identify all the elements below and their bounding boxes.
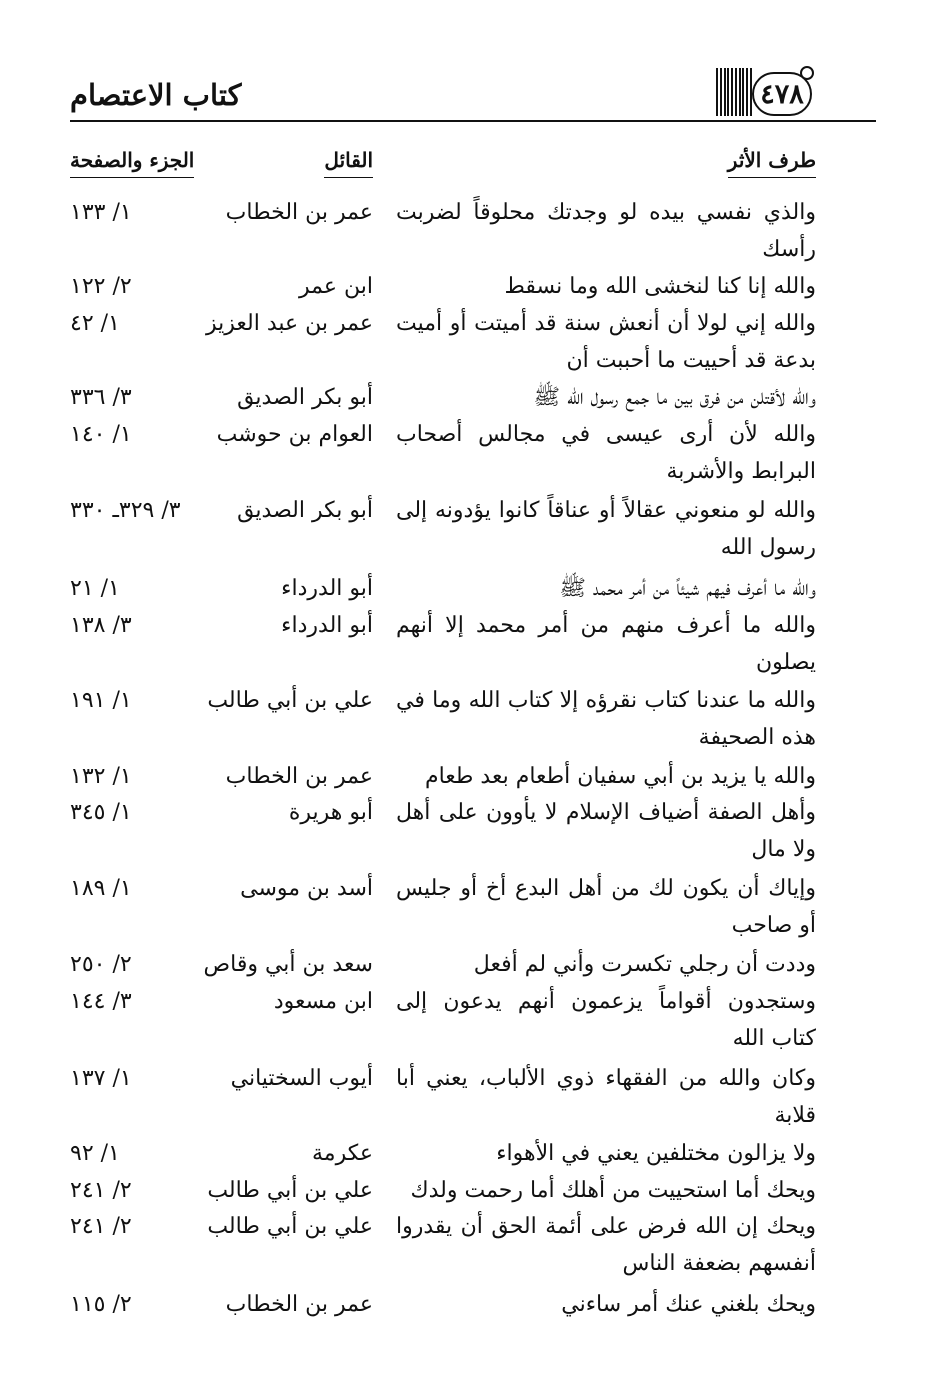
narration-text: والله إنا كنا لنخشى الله وما نسقط	[504, 274, 816, 299]
speaker-name: عكرمة	[312, 1141, 373, 1166]
volume-page-ref: ٣/ ٣٣٦	[70, 385, 132, 410]
volume-page-ref: ٢/ ٢٤١	[70, 1214, 132, 1239]
speaker-name: أيوب السختياني	[230, 1066, 373, 1091]
speaker-name: علي بن أبي طالب	[207, 1178, 373, 1203]
speaker-name: أبو بكر الصديق	[237, 385, 373, 410]
page-number: ٤٧٨	[752, 72, 812, 116]
volume-page-ref: ٢/ ١١٥	[70, 1292, 132, 1317]
speaker-name: أبو هريرة	[288, 800, 373, 825]
speaker-name: عمر بن الخطاب	[225, 200, 373, 225]
narration-text: ويحك بلغني عنك أمر ساءني	[561, 1292, 816, 1317]
volume-page-ref: ٢/ ٢٤١	[70, 1178, 132, 1203]
narration-text: ويحك إن الله فرض على أئمة الحق أن يقدروا أنفسهم بضعفة الناس	[396, 1214, 816, 1276]
speaker-name: أسد بن موسى	[240, 876, 373, 901]
speaker-name: عمر بن الخطاب	[225, 764, 373, 789]
narration-text: وكان والله من الفقهاء ذوي الألباب، يعني أبا قلابة	[396, 1066, 816, 1128]
narration-text: وإياك أن يكون لك من أهل البدع أخ أو جليس أو صاحب	[396, 876, 816, 938]
volume-page-ref: ١/ ٤٢	[70, 311, 120, 336]
narration-text: والله ما عندنا كتاب نقرؤه إلا كتاب الله وما في هذه الصحيفة	[396, 688, 816, 750]
speaker-name: عمر بن عبد العزيز	[206, 311, 373, 336]
volume-page-ref: ١/ ١٣٢	[70, 764, 132, 789]
volume-page-ref: ٣/ ٣٢٩ـ ٣٣٠	[70, 498, 181, 523]
column-header-reference-label: الجزء والصفحة	[70, 148, 195, 172]
narration-text: والله لو منعوني عقالاً أو عناقاً كانوا يؤدونه إلى رسول الله	[396, 498, 816, 560]
volume-page-ref: ١/ ٢١	[70, 576, 120, 601]
narration-text: والله لأقتلن من فرق بين ما جمع رسول الله ﷺ	[533, 385, 816, 410]
speaker-name: أبو بكر الصديق	[237, 498, 373, 523]
volume-page-ref: ٣/ ١٤٤	[70, 989, 132, 1014]
speaker-name: العوام بن حوشب	[216, 422, 373, 447]
narration-text: والله ما أعرف منهم من أمر محمد إلا أنهم يصلون	[396, 613, 816, 675]
narration-text: والله يا يزيد بن أبي سفيان أطعام بعد طعام	[424, 764, 816, 789]
speaker-name: أبو الدرداء	[281, 576, 373, 601]
speaker-name: عمر بن الخطاب	[225, 1292, 373, 1317]
speaker-name: سعد بن أبي وقاص	[203, 952, 373, 977]
column-header-text-label: طرف الأثر	[727, 148, 816, 172]
volume-page-ref: ٢/ ٢٥٠	[70, 952, 132, 977]
narration-text: والله ما أعرف فيهم شيئاً من أمر محمد ﷺ	[559, 576, 816, 601]
narration-text: وستجدون أقواماً يزعمون أنهم يدعون إلى كتاب الله	[396, 989, 816, 1051]
narration-text: والذي نفسي بيده لو وجدتك محلوقاً لضربت رأسك	[396, 200, 816, 262]
volume-page-ref: ١/ ١٩١	[70, 688, 132, 713]
narration-text: ويحك أما استحييت من أهلك أما رحمت ولدك	[410, 1178, 816, 1203]
volume-page-ref: ١/ ١٣٧	[70, 1066, 132, 1091]
volume-page-ref: ١/ ١٤٠	[70, 422, 132, 447]
speaker-name: علي بن أبي طالب	[207, 688, 373, 713]
volume-page-ref: ٢/ ١٢٢	[70, 274, 132, 299]
volume-page-ref: ١/ ١٣٣	[70, 200, 132, 225]
narration-text: والله إني لولا أن أنعش سنة قد أميتت أو أميت بدعة قد أحييت ما أحببت أن	[396, 311, 816, 373]
speaker-name: ابن عمر	[299, 274, 373, 299]
volume-page-ref: ٣/ ١٣٨	[70, 613, 132, 638]
speaker-name: ابن مسعود	[273, 989, 373, 1014]
speaker-name: علي بن أبي طالب	[207, 1214, 373, 1239]
narration-text: وددت أن رجلي تكسرت وأني لم أفعل	[473, 952, 816, 977]
speaker-name: أبو الدرداء	[281, 613, 373, 638]
narration-text: ولا يزالون مختلفين يعني في الأهواء	[496, 1141, 816, 1166]
narration-text: وأهل الصفة أضياف الإسلام لا يأوون على أهل ولا مال	[396, 800, 816, 862]
running-header-title: كتاب الاعتصام	[70, 78, 242, 112]
narration-text: والله لأن أرى عيسى في مجالس أصحاب البرابط والأشربة	[396, 422, 816, 484]
column-header-speaker-label: القائل	[324, 148, 373, 172]
volume-page-ref: ١/ ١٨٩	[70, 876, 132, 901]
volume-page-ref: ١/ ٣٤٥	[70, 800, 132, 825]
volume-page-ref: ١/ ٩٢	[70, 1141, 120, 1166]
